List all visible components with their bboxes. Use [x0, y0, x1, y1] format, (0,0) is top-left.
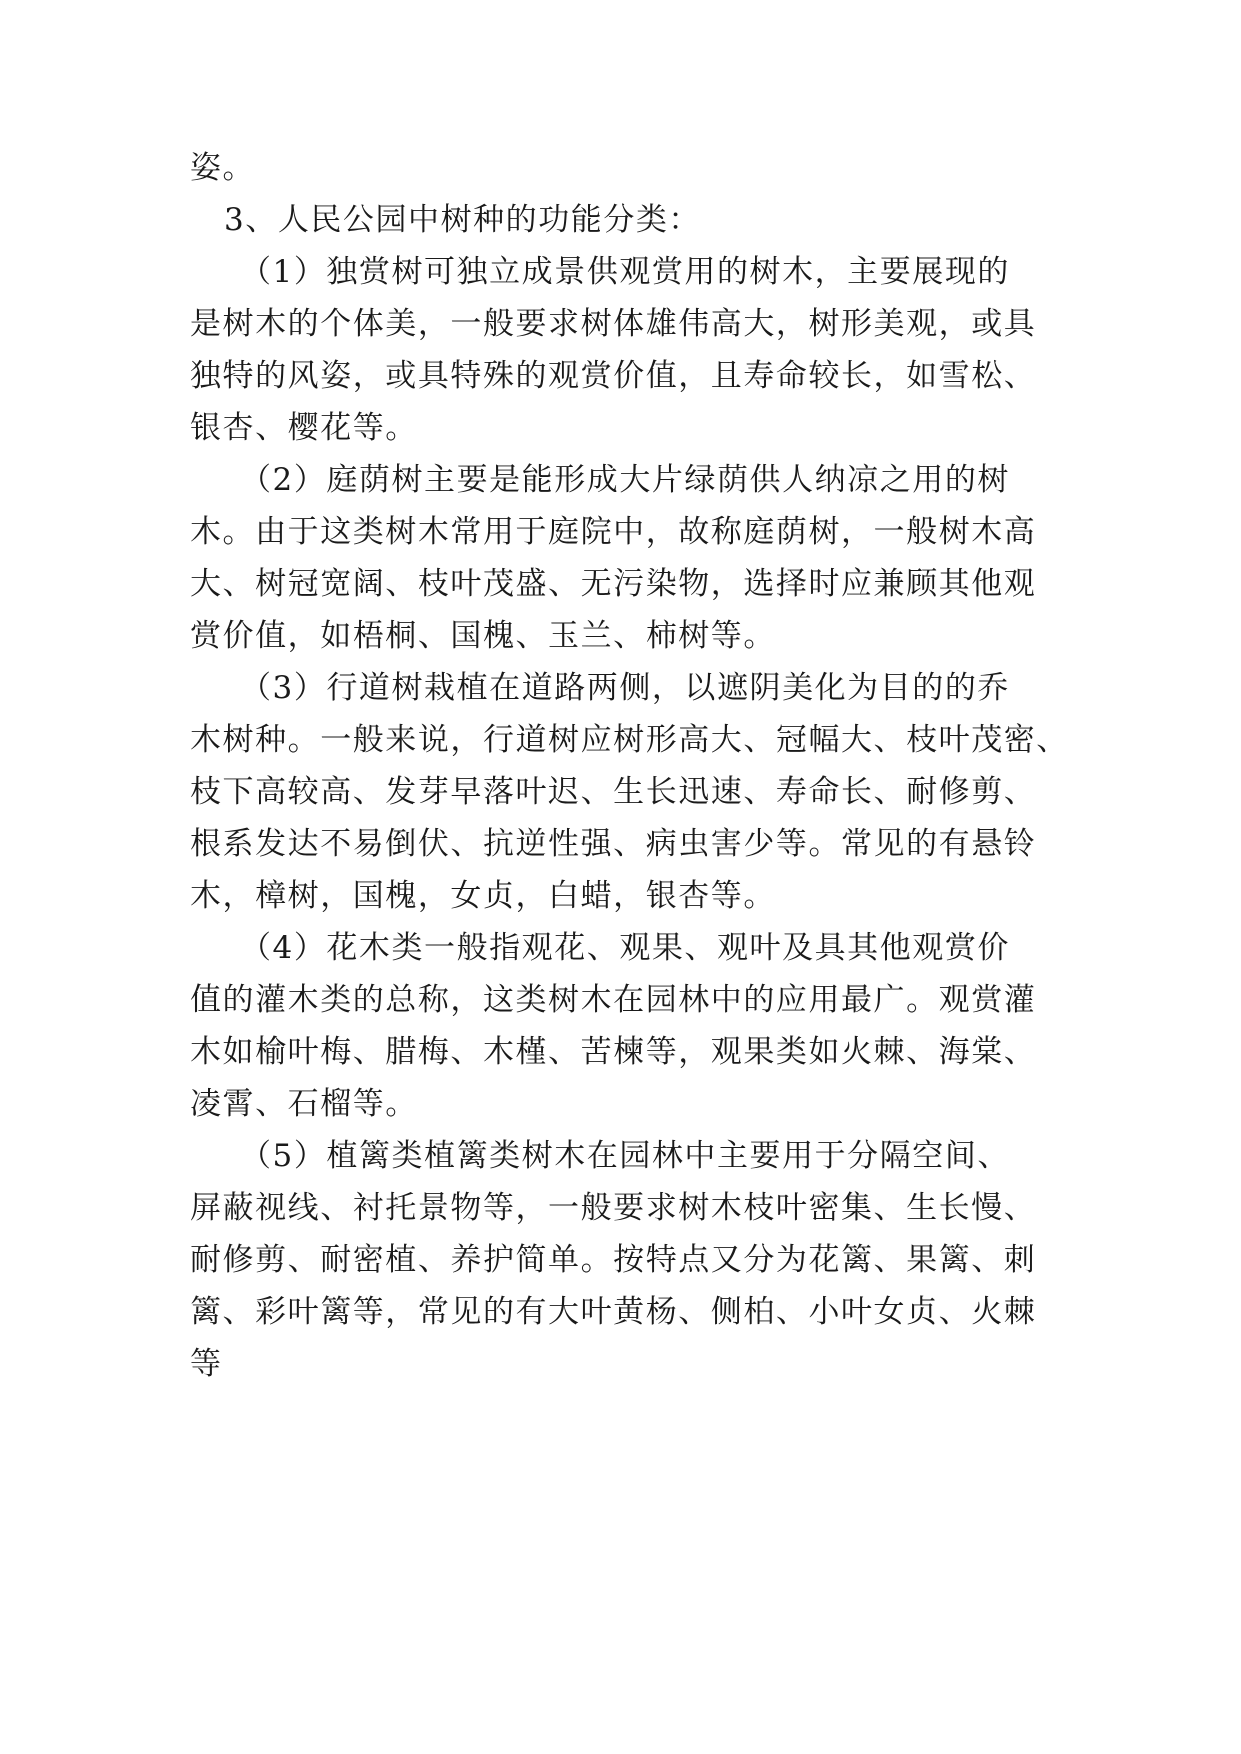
text-line: 根系发达不易倒伏、抗逆性强、病虫害少等。常见的有悬铃: [190, 826, 1037, 862]
text-line: 枝下高较高、发芽早落叶迟、生长迅速、寿命长、耐修剪、: [190, 774, 1037, 810]
text-line: 等: [190, 1346, 223, 1382]
text-line: 木树种。一般来说，行道树应树形高大、冠幅大、枝叶茂密、: [190, 722, 1069, 758]
text-line: 篱、彩叶篱等，常见的有大叶黄杨、侧柏、小叶女贞、火棘: [190, 1294, 1037, 1330]
text-line: 银杏、樱花等。: [190, 410, 418, 446]
text-line: 耐修剪、耐密植、养护简单。按特点又分为花篱、果篱、刺: [190, 1242, 1037, 1278]
paragraph-start: （2）庭荫树主要是能形成大片绿荫供人纳凉之用的树: [240, 462, 1010, 498]
text-line: 大、树冠宽阔、枝叶茂盛、无污染物，选择时应兼顾其他观: [190, 566, 1037, 602]
text-line: 赏价值，如梧桐、国槐、玉兰、柿树等。: [190, 618, 776, 654]
text-line: 木。由于这类树木常用于庭院中，故称庭荫树，一般树木高: [190, 514, 1037, 550]
paragraph-start: （5）植篱类植篱类树木在园林中主要用于分隔空间、: [240, 1138, 1010, 1174]
text-line: 值的灌木类的总称，这类树木在园林中的应用最广。观赏灌: [190, 982, 1037, 1018]
text-line: 凌霄、石榴等。: [190, 1086, 418, 1122]
text-line: 姿。: [190, 150, 256, 186]
text-line: 是树木的个体美，一般要求树体雄伟高大，树形美观，或具: [190, 306, 1037, 342]
text-line: 独特的风姿，或具特殊的观赏价值，且寿命较长，如雪松、: [190, 358, 1037, 394]
paragraph-start: （3）行道树栽植在道路两侧，以遮阴美化为目的的乔: [240, 670, 1010, 706]
text-line: 屏蔽视线、衬托景物等，一般要求树木枝叶密集、生长慢、: [190, 1190, 1037, 1226]
text-line: 木，樟树，国槐，女贞，白蜡，银杏等。: [190, 878, 776, 914]
paragraph-start: （4）花木类一般指观花、观果、观叶及具其他观赏价: [240, 930, 1010, 966]
paragraph-start: （1）独赏树可独立成景供观赏用的树木，主要展现的: [240, 254, 1010, 290]
text-line: 木如榆叶梅、腊梅、木槿、苦楝等，观果类如火棘、海棠、: [190, 1034, 1037, 1070]
section-heading: 3、人民公园中树种的功能分类：: [224, 202, 701, 238]
